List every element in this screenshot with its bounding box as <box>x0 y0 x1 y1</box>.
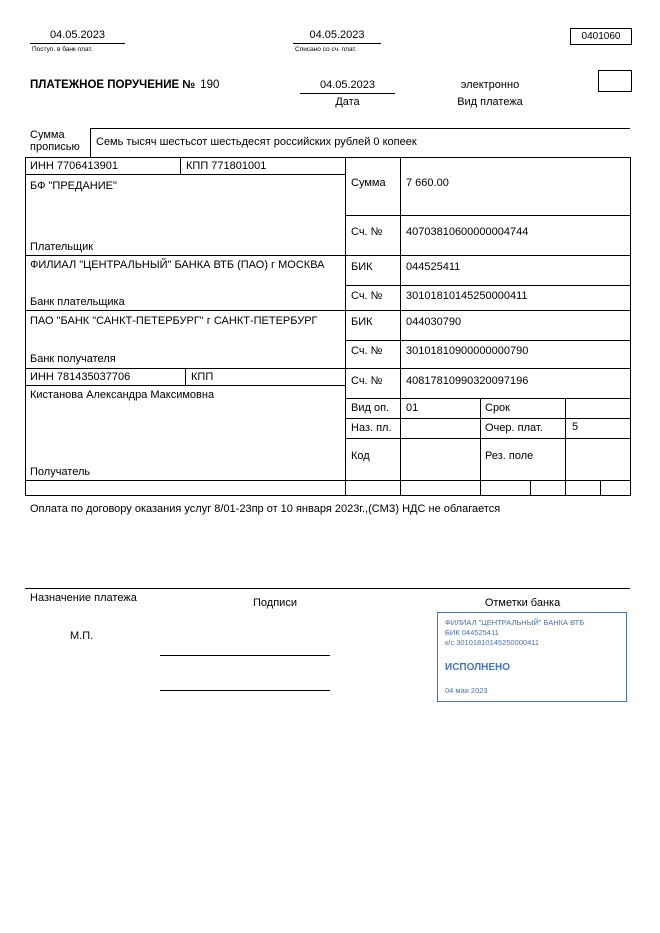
payment-purpose-label: Назначение платежа <box>30 592 137 604</box>
operation-kind-value: 01 <box>406 402 419 414</box>
line <box>345 438 630 439</box>
payer-name: БФ "ПРЕДАНИЕ" <box>30 180 117 192</box>
signature-line <box>160 655 330 656</box>
payment-purpose-code-label: Наз. пл. <box>351 422 392 434</box>
received-in-bank-label: Поступ. в банк плат. <box>32 46 93 53</box>
payment-kind-label: Вид платежа <box>457 96 523 108</box>
document-date-label: Дата <box>335 96 360 108</box>
line <box>25 174 345 175</box>
stamp-date: 04 мая 2023 <box>445 686 488 695</box>
line <box>345 398 630 399</box>
payment-kind-value: электронно <box>460 79 520 91</box>
priority-value: 5 <box>572 421 579 433</box>
term-label: Срок <box>485 402 510 414</box>
line <box>25 588 630 589</box>
payer-account-label: Сч. № <box>351 226 383 238</box>
code-label: Код <box>351 450 370 462</box>
receiver-bank-account-value: 30101810900000000790 <box>406 345 529 357</box>
payer-account-value: 40703810600000004744 <box>406 226 529 238</box>
stamp-bik: БИК 044525411 <box>445 628 499 637</box>
amount-in-words-label-line1: Сумма <box>30 129 65 141</box>
line <box>345 340 630 341</box>
status-code-box <box>598 70 632 92</box>
payer-bank-bik-value: 044525411 <box>406 261 461 273</box>
line <box>345 285 630 286</box>
stamp-corr-account: к/с 30101810145250000411 <box>445 638 540 647</box>
payer-bank-account-label: Сч. № <box>351 290 383 302</box>
receiver-bank-bik-value: 044030790 <box>406 316 462 328</box>
line <box>185 368 186 385</box>
line <box>30 43 125 44</box>
payer-bank-section-label: Банк плательщика <box>30 296 125 308</box>
bank-marks-label: Отметки банка <box>484 597 561 609</box>
amount-value: 7 660.00 <box>406 177 449 189</box>
payer-inn: ИНН 7706413901 <box>30 160 119 172</box>
line <box>25 385 345 386</box>
form-code-box: 0401060 <box>570 28 632 45</box>
receiver-inn: ИНН 781435037706 <box>30 371 131 383</box>
line <box>630 157 631 495</box>
line <box>25 368 630 369</box>
payer-bank-bik-label: БИК <box>351 261 373 273</box>
line <box>565 398 566 495</box>
payer-section-label: Плательщик <box>30 241 94 253</box>
line <box>480 398 481 495</box>
payer-bank-account-value: 30101810145250000411 <box>406 290 528 302</box>
line <box>600 480 601 495</box>
line <box>25 157 631 158</box>
line <box>25 480 630 481</box>
receiver-bank-account-label: Сч. № <box>351 345 383 357</box>
debited-from-account-label: Списано со сч. плат. <box>295 46 357 53</box>
line <box>25 255 630 256</box>
reserve-field-label: Рез. поле <box>485 450 534 462</box>
line <box>400 157 401 495</box>
amount-in-words-label-line2: прописью <box>30 141 80 153</box>
document-title-label: ПЛАТЕЖНОЕ ПОРУЧЕНИЕ № <box>30 79 196 91</box>
line <box>90 128 630 129</box>
signature-line <box>160 690 330 691</box>
stamp-bank-name: ФИЛИАЛ "ЦЕНТРАЛЬНЫЙ" БАНКА ВТБ <box>445 618 585 627</box>
bank-stamp <box>437 612 627 702</box>
receiver-section-label: Получатель <box>30 466 91 478</box>
receiver-account-label: Сч. № <box>351 375 383 387</box>
line <box>25 495 631 496</box>
payer-bank-name: ФИЛИАЛ "ЦЕНТРАЛЬНЫЙ" БАНКА ВТБ (ПАО) г МОСКВА <box>30 259 325 271</box>
amount-in-words-value: Семь тысяч шестьсот шестьдесят российских рублей 0 копеек <box>96 136 417 148</box>
receiver-name: Кистанова Александра Максимовна <box>30 389 215 401</box>
line <box>90 128 91 157</box>
debited-from-account-date: 04.05.2023 <box>309 29 365 41</box>
payer-kpp: КПП 771801001 <box>186 160 267 172</box>
signatures-label: Подписи <box>253 597 297 609</box>
amount-label: Сумма <box>351 177 386 189</box>
line <box>293 43 381 44</box>
receiver-bank-name: ПАО "БАНК "САНКТ-ПЕТЕРБУРГ" г САНКТ-ПЕТЕРБУРГ <box>30 315 318 327</box>
operation-kind-label: Вид оп. <box>351 402 390 414</box>
line <box>345 157 346 495</box>
document-title <box>30 79 219 92</box>
receiver-bank-bik-label: БИК <box>351 316 373 328</box>
receiver-account-value: 40817810990320097196 <box>406 375 529 387</box>
line <box>180 157 181 174</box>
line <box>345 418 630 419</box>
line <box>25 310 630 311</box>
line <box>25 157 26 495</box>
line <box>300 93 395 94</box>
receiver-kpp-label: КПП <box>191 371 214 383</box>
line <box>345 215 630 216</box>
stamp-place-label: М.П. <box>70 630 94 642</box>
document-number: 190 <box>200 79 220 91</box>
stamp-status: ИСПОЛНЕНО <box>445 662 511 673</box>
receiver-bank-section-label: Банк получателя <box>30 353 116 365</box>
received-in-bank-date: 04.05.2023 <box>49 29 106 41</box>
document-date: 04.05.2023 <box>319 79 376 91</box>
payment-purpose-text: Оплата по договору оказания услуг 8/01-23пр от 10 января 2023г.,(СМЗ) НДС не облагается <box>30 503 501 515</box>
priority-label: Очер. плат. <box>485 422 543 434</box>
line <box>530 480 531 495</box>
